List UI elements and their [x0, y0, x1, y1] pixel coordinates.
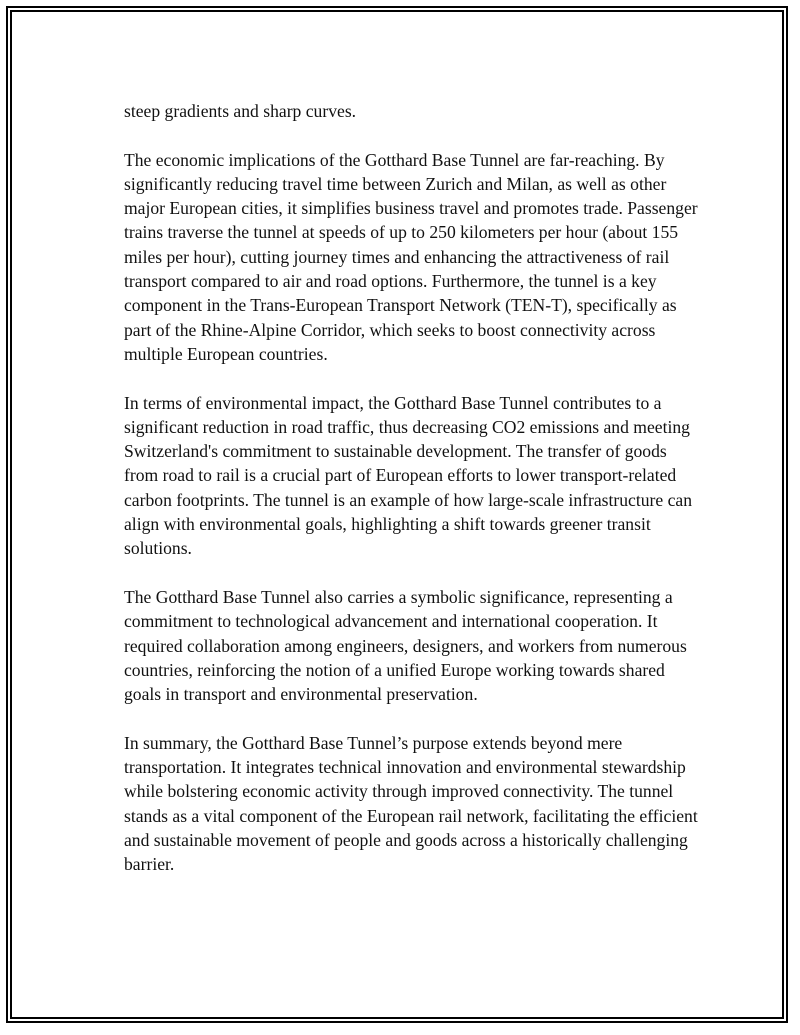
paragraph-economic-implications: The economic implications of the Gotthard Base Tunnel are far-reaching. By significantly reducing travel time between Zurich and Milan, as well as other major European cities, it simplifies business travel and promotes trade. Passenger trains traverse the tunnel at speeds of up to 250 kilometers per hour (about 155 miles per hour), cutting journey times and enhancing the attractiveness of rail transport compared to air and road options. Furthermore, the tunnel is a key component in the Trans-European Transport Network (TEN-T), specifically as part of the Rhine-Alpine Corridor, which seeks to boost connectivity across multiple European countries. [124, 149, 698, 364]
paragraph-environmental-impact: In terms of environmental impact, the Gotthard Base Tunnel contributes to a significant reduction in road traffic, thus decreasing CO2 emissions and meeting Switzerland's commitment to sustainable development. The transfer of goods from road to rail is a crucial part of European efforts to lower transport-related carbon footprints. The tunnel is an example of how large-scale infrastructure can align with environmental goals, highlighting a shift towards greener transit solutions. [124, 392, 693, 559]
document-body [124, 99, 704, 901]
paragraph-symbolic-significance: The Gotthard Base Tunnel also carries a symbolic significance, representing a commitment to technological advancement and international cooperation. It required collaboration among engineers, designers, and workers from numerous countries, reinforcing the notion of a unified Europe working towards shared goals in transport and environmental preservation. [124, 586, 687, 705]
page-frame [6, 6, 788, 1023]
paragraph-continuation: steep gradients and sharp curves. [124, 101, 357, 121]
paragraph-summary: In summary, the Gotthard Base Tunnel’s purpose extends beyond mere transportation. It integrates technical innovation and environmental stewardship while bolstering economic activity through improved connectivity. The tunnel stands as a vital component of the European rail network, facilitating the efficient and sustainable movement of people and goods across a historically challenging barrier. [124, 732, 698, 875]
